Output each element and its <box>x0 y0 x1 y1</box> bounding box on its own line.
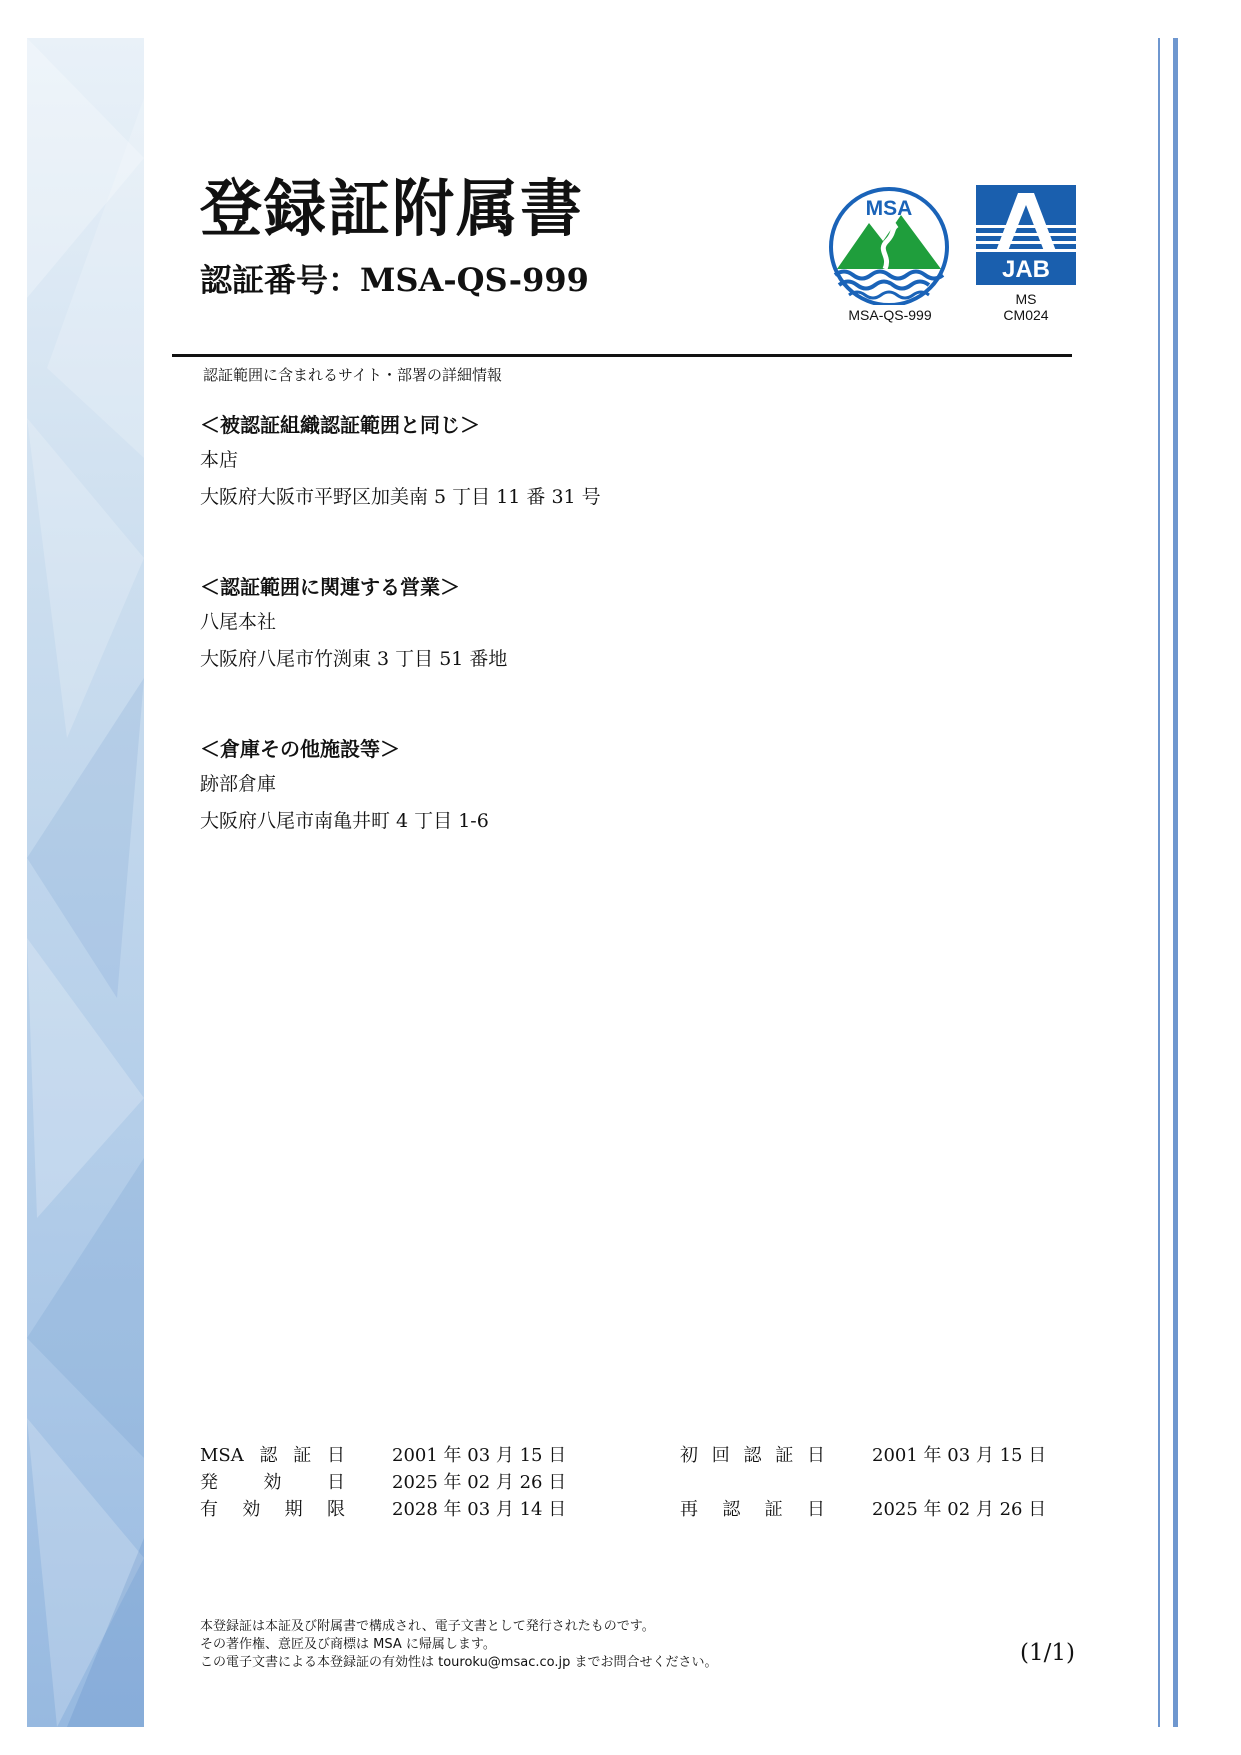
side-band-pattern <box>27 38 144 1727</box>
site-address: 大阪府大阪市平野区加美南 5 丁目 11 番 31 号 <box>200 486 601 508</box>
recert-date-value: 2025 年 02 月 26 日 <box>872 1499 1047 1520</box>
site-address: 大阪府八尾市南亀井町 4 丁目 1-6 <box>200 810 489 832</box>
site-name: 本店 <box>200 449 239 471</box>
initial-cert-date-label: 初回認証日 <box>680 1445 825 1466</box>
footer-note: 本登録証は本証及び附属書で構成され、電子文書として発行されたものです。 <box>200 1619 655 1634</box>
scope-caption: 認証範囲に含まれるサイト・部署の詳細情報 <box>203 366 502 384</box>
footer-notes <box>200 1618 718 1672</box>
issue-date-value: 2025 年 02 月 26 日 <box>392 1472 567 1493</box>
jab-logo <box>976 185 1076 285</box>
footer-note: この電子文書による本登録証の有効性は touroku@msac.co.jp までお問合せください。 <box>200 1655 718 1670</box>
msa-mark-icon <box>825 185 953 305</box>
site-address: 大阪府八尾市竹渕東 3 丁目 51 番地 <box>200 648 508 670</box>
msa-cert-date-label: MSA認証日 <box>200 1445 345 1466</box>
right-border-thick <box>1173 38 1178 1727</box>
header-divider <box>172 354 1072 357</box>
expiry-date-value: 2028 年 03 月 14 日 <box>392 1499 567 1520</box>
certificate-number: 認証番号：MSA-QS-999 <box>200 261 589 299</box>
svg-text:MSA: MSA <box>865 197 913 220</box>
msa-cert-date-value: 2001 年 03 月 15 日 <box>392 1445 567 1466</box>
expiry-date-label: 有効期限 <box>200 1499 345 1520</box>
page-number: (1/1) <box>1020 1640 1075 1666</box>
svg-text:JAB: JAB <box>1001 256 1051 283</box>
right-border-thin <box>1158 38 1160 1727</box>
jab-mark-icon <box>976 185 1076 285</box>
jab-logo-caption <box>976 291 1076 323</box>
decorative-side-band <box>27 38 144 1727</box>
recert-date-label: 再認証日 <box>680 1499 825 1520</box>
section-heading: ＜被認証組織認証範囲と同じ＞ <box>200 413 480 437</box>
initial-cert-date-value: 2001 年 03 月 15 日 <box>872 1445 1047 1466</box>
issue-date-label: 発効日 <box>200 1472 345 1493</box>
section-related-sales <box>200 574 507 683</box>
site-name: 八尾本社 <box>200 611 277 633</box>
footer-note: その著作権、意匠及び商標は MSA に帰属します。 <box>200 1637 496 1652</box>
section-warehouse <box>200 736 489 845</box>
site-name: 跡部倉庫 <box>200 773 277 795</box>
section-heading: ＜倉庫その他施設等＞ <box>200 737 400 761</box>
section-heading: ＜認証範囲に関連する営業＞ <box>200 575 460 599</box>
jab-caption-line2: CM024 <box>1003 307 1049 323</box>
jab-caption-line1: MS <box>1015 291 1037 307</box>
msa-logo-caption: MSA-QS-999 <box>848 307 932 323</box>
document-title: 登録証附属書 <box>200 172 585 245</box>
msa-logo <box>825 185 953 309</box>
section-same-scope <box>200 412 601 521</box>
